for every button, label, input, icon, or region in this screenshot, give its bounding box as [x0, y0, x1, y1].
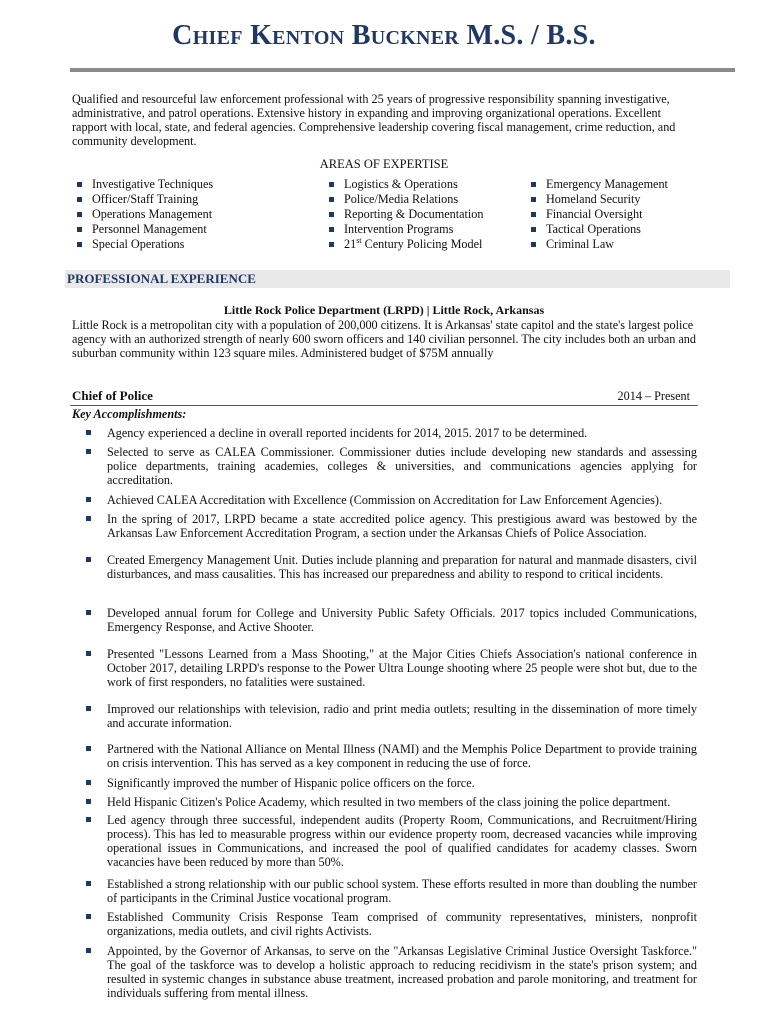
role-divider: [70, 405, 698, 406]
bullet-icon: [86, 449, 91, 454]
bullet-icon: [329, 212, 334, 217]
expertise-item: Officer/Staff Training: [74, 192, 213, 207]
expertise-item: Financial Oversight: [528, 207, 668, 222]
accomplishment-item: Achieved CALEA Accreditation with Excellence (Commission on Accreditation for Law Enforcement Agencies).: [83, 493, 697, 507]
bullet-icon: [86, 914, 91, 919]
bullet-icon: [86, 881, 91, 886]
expertise-item: Personnel Management: [74, 222, 213, 237]
bullet-icon: [531, 242, 536, 247]
bullet-icon: [329, 242, 334, 247]
expertise-item: Homeland Security: [528, 192, 668, 207]
expertise-item: Intervention Programs: [326, 222, 483, 237]
bullet-icon: [531, 212, 536, 217]
accomplishment-item: Established a strong relationship with our public school system. These efforts resulted in more than doubling the number of participants in the Criminal Justice vocational program.: [83, 877, 697, 905]
accomplishment-item: Appointed, by the Governor of Arkansas, to serve on the "Arkansas Legislative Criminal Justice Oversight Taskforce." The goal of the taskforce was to develop a holistic approach to reducing recidivism in the state's prison system; and resulted in systemic changes in substance abuse treatment, increased probation and parole monitoring, and treatment for individuals suffering from mental illness.: [83, 944, 697, 1000]
bullet-icon: [86, 557, 91, 562]
bullet-icon: [86, 497, 91, 502]
accomplishment-item: In the spring of 2017, LRPD became a state accredited police agency. This prestigious award was bestowed by the Arkansas Law Enforcement Accreditation Program, a section under the Arkansas Chiefs of Police Association.: [83, 512, 697, 540]
bullet-icon: [77, 227, 82, 232]
role-dates: 2014 – Present: [617, 389, 690, 403]
expertise-item: Police/Media Relations: [326, 192, 483, 207]
bullet-icon: [86, 948, 91, 953]
bullet-icon: [531, 197, 536, 202]
bullet-icon: [77, 197, 82, 202]
bullet-icon: [77, 242, 82, 247]
expertise-column-3: [528, 177, 668, 252]
expertise-item: Tactical Operations: [528, 222, 668, 237]
bullet-icon: [77, 212, 82, 217]
bullet-icon: [86, 817, 91, 822]
expertise-column-2: [326, 177, 483, 252]
accomplishment-item: Led agency through three successful, independent audits (Property Room, Communications, and Recruitment/Hiring process). This has led to measurable progress within our evidence property room, decreased vacancies while improving operational issues in Communications, and increased the pool of qualified candidates for academy classes. Sworn vacancies have been reduced by more than 50%.: [83, 813, 697, 869]
role-header: [72, 389, 690, 405]
accomplishment-item: Partnered with the National Alliance on Mental Illness (NAMI) and the Memphis Police Department to provide training on crisis intervention. This has served as a key component in reducing the use of force.: [83, 742, 697, 770]
bullet-icon: [86, 430, 91, 435]
accomplishment-item: Created Emergency Management Unit. Duties include planning and preparation for natural and manmade disasters, civil disturbances, and mass causalities. This has increased our preparedness and ability to respond to critical incidents.: [83, 553, 697, 581]
role-title: Chief of Police: [72, 388, 153, 403]
bullet-icon: [329, 197, 334, 202]
accomplishment-item: Held Hispanic Citizen's Police Academy, which resulted in two members of the class joining the police department.: [83, 795, 697, 809]
bullet-icon: [77, 182, 82, 187]
bullet-icon: [86, 706, 91, 711]
candidate-name: Chief Kenton Buckner M.S. / B.S.: [172, 20, 596, 51]
expertise-column-1: [74, 177, 213, 252]
accomplishment-item: Agency experienced a decline in overall reported incidents for 2014, 2015. 2017 to be determined.: [83, 426, 697, 440]
employer-heading: Little Rock Police Department (LRPD) | Little Rock, Arkansas: [223, 303, 545, 317]
bullet-icon: [86, 780, 91, 785]
expertise-item: Logistics & Operations: [326, 177, 483, 192]
accomplishment-item: Presented "Lessons Learned from a Mass Shooting," at the Major Cities Chiefs Association's national conference in October 2017, detailing LRPD's response to the Power Ultra Lounge shooting where 25 people were shot but, due to the work of first responders, no fatalities were sustained.: [83, 647, 697, 689]
bullet-icon: [86, 516, 91, 521]
bullet-icon: [329, 182, 334, 187]
bullet-icon: [531, 182, 536, 187]
expertise-item: Investigative Techniques: [74, 177, 213, 192]
expertise-item: Operations Management: [74, 207, 213, 222]
summary-paragraph: Qualified and resourceful law enforcement professional with 25 years of progressive responsibility spanning investigative, administrative, and patrol operations. Extensive history in expanding and improving organizational operations. Excellent rapport with local, state, and federal agencies. Comprehensive leadership covering fiscal management, crime reduction, and community development.: [72, 92, 676, 148]
accomplishment-item: Selected to serve as CALEA Commissioner. Commissioner duties include developing new standards and assessing police departments, training academies, colleges & universities, and communications agencies applying for accreditation.: [83, 445, 697, 487]
bullet-icon: [86, 651, 91, 656]
bullet-icon: [531, 227, 536, 232]
accomplishment-item: Significantly improved the number of Hispanic police officers on the force.: [83, 776, 697, 790]
bullet-icon: [86, 610, 91, 615]
accomplishment-item: Established Community Crisis Response Team comprised of community representatives, ministers, nonprofit organizations, media outlets, and civil rights Activists.: [83, 910, 697, 938]
key-accomplishments-label: Key Accomplishments:: [72, 407, 187, 421]
experience-section-heading: PROFESSIONAL EXPERIENCE: [65, 270, 730, 288]
employer-description: Little Rock is a metropolitan city with a population of 200,000 citizens. It is Arkansas' state capitol and the state's largest police agency with an authorized strength of nearly 600 sworn officers and 140 civilian personnel. The city includes both an urban and suburban community within 123 square miles. Administered budget of $75M annually: [72, 318, 696, 360]
expertise-item: Reporting & Documentation: [326, 207, 483, 222]
bullet-icon: [86, 746, 91, 751]
bullet-icon: [86, 799, 91, 804]
expertise-title: AREAS OF EXPERTISE: [319, 157, 449, 171]
expertise-item: Emergency Management: [528, 177, 668, 192]
header-divider: [70, 68, 735, 72]
accomplishment-item: Improved our relationships with television, radio and print media outlets; resulting in the dissemination of more timely and accurate information.: [83, 702, 697, 730]
accomplishment-item: Developed annual forum for College and University Public Safety Officials. 2017 topics included Communications, Emergency Response, and Active Shooter.: [83, 606, 697, 634]
expertise-item: Special Operations: [74, 237, 213, 252]
expertise-item: 21st Century Policing Model: [326, 237, 483, 252]
expertise-item: Criminal Law: [528, 237, 668, 252]
bullet-icon: [329, 227, 334, 232]
